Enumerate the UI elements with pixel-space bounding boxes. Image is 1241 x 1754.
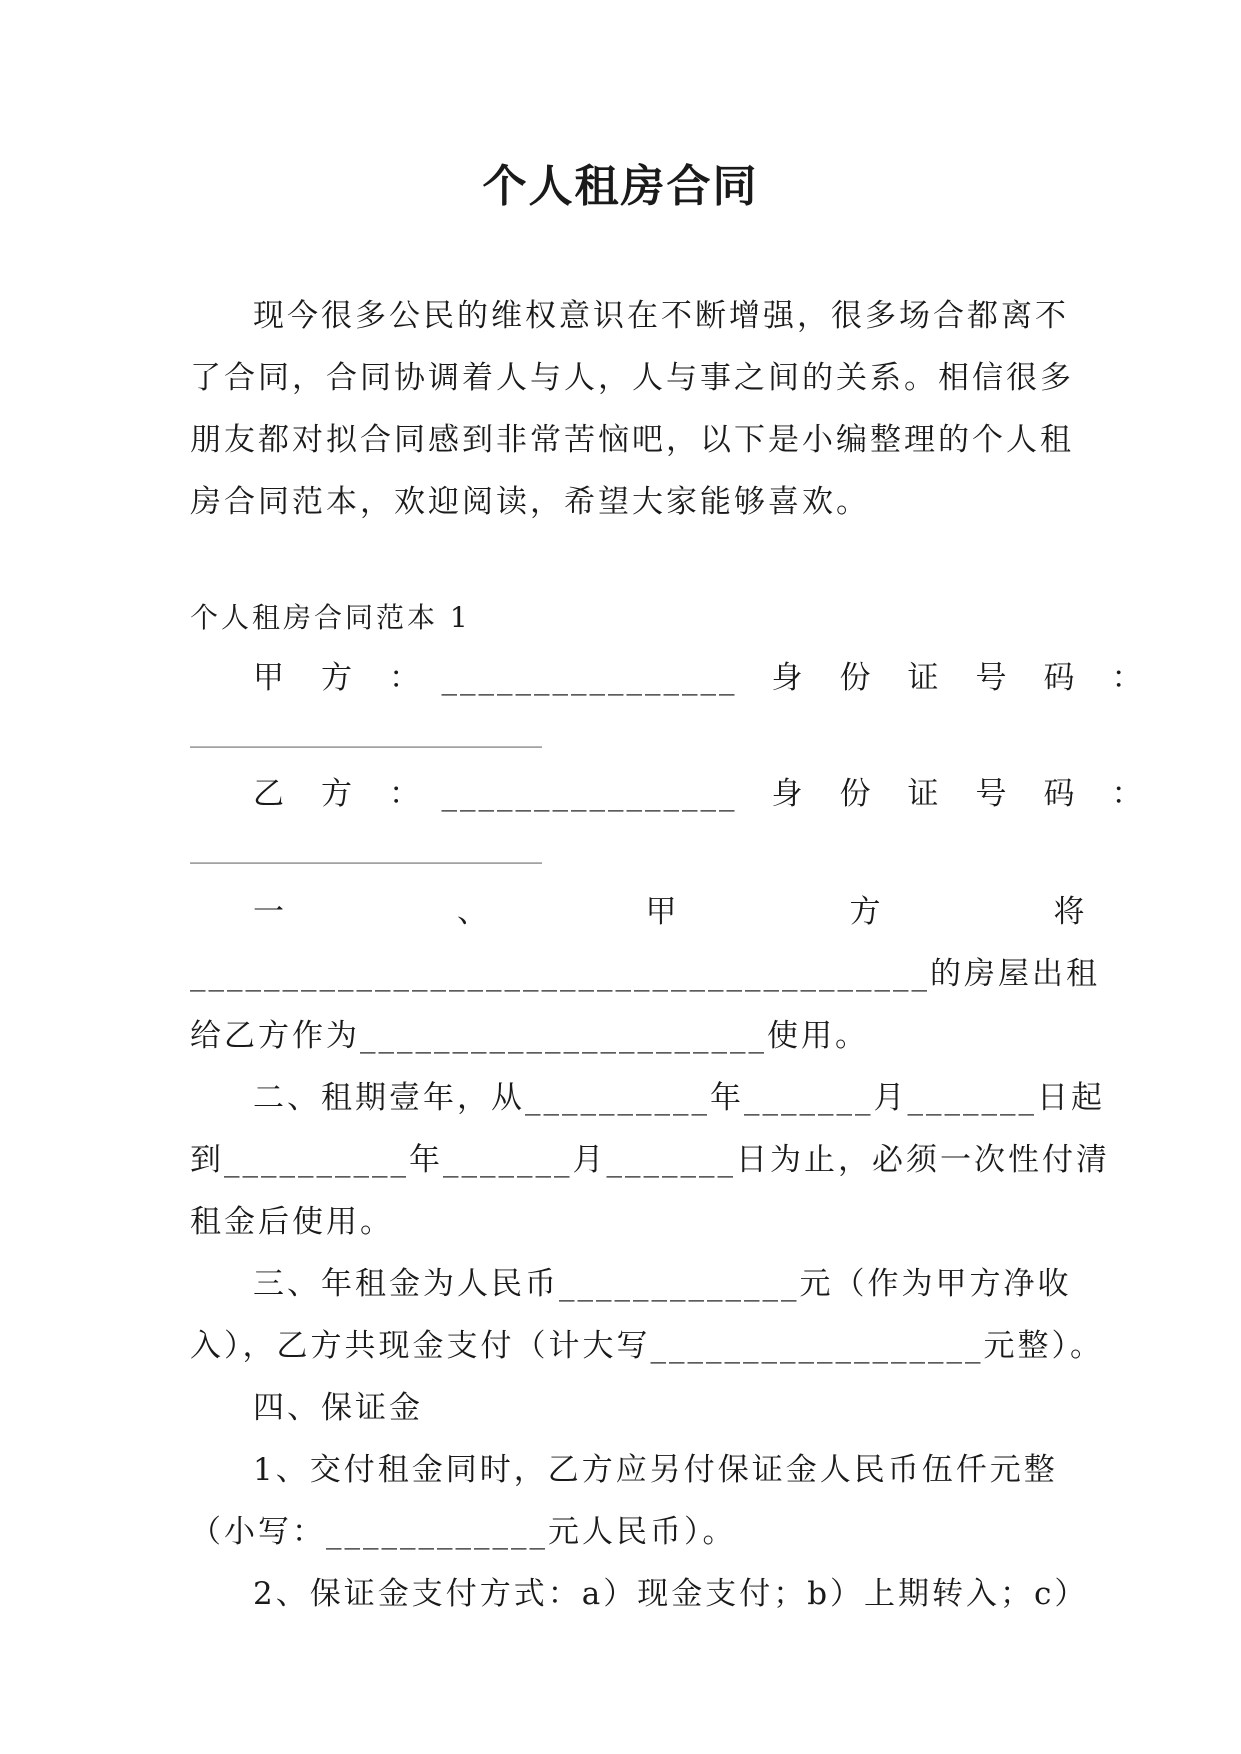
clause-2-line-1: 二、租期壹年，从__________年_______月_______日起: [253, 1080, 1105, 1116]
clause-3-line-2: 入），乙方共现金支付（计大写__________________元整）。: [190, 1328, 1104, 1364]
clause-4-item-1-line-2: （小写：____________元人民币）。: [190, 1514, 737, 1550]
intro-line-1: 现今很多公民的维权意识在不断增强，很多场合都离不: [253, 298, 1069, 334]
clause-1-line-2: ________________________________________的房屋出租: [190, 956, 1100, 992]
clause-2-line-2: 到__________年_______月_______日为止，必须一次性付清: [190, 1142, 1110, 1178]
intro-line-2: 了合同，合同协调着人与人，人与事之间的关系。相信很多: [190, 360, 1074, 396]
party-b-line: 乙 方 ： ________________ 身 份 证 号 码 ：: [253, 776, 1146, 812]
clause-1-line-3: 给乙方作为______________________使用。: [190, 1018, 869, 1054]
party-a-id-blank: ________________________________: [190, 723, 542, 748]
party-a-line: 甲 方 ： ________________ 身 份 证 号 码 ：: [253, 660, 1146, 696]
document-title: 个人租房合同: [482, 161, 759, 212]
clause-2-line-3: 租金后使用。: [190, 1204, 394, 1240]
clause-4-item-1-line-1: 1、交付租金同时，乙方应另付保证金人民币伍仟元整: [253, 1452, 1058, 1488]
clause-4-heading: 四、保证金: [253, 1390, 423, 1426]
clause-3-line-1: 三、年租金为人民币_____________元（作为甲方净收: [253, 1266, 1072, 1302]
clause-4-item-2-line-1: 2、保证金支付方式：a）现金支付；b）上期转入；c）: [253, 1576, 1089, 1612]
clause-1-line-1: 一 、 甲 方 将: [253, 894, 1088, 930]
intro-line-4: 房合同范本，欢迎阅读，希望大家能够喜欢。: [190, 484, 870, 520]
party-b-id-blank: ________________________________: [190, 839, 542, 864]
section-heading: 个人租房合同范本 1: [190, 601, 471, 634]
intro-line-3: 朋友都对拟合同感到非常苦恼吧，以下是小编整理的个人租: [190, 422, 1074, 458]
